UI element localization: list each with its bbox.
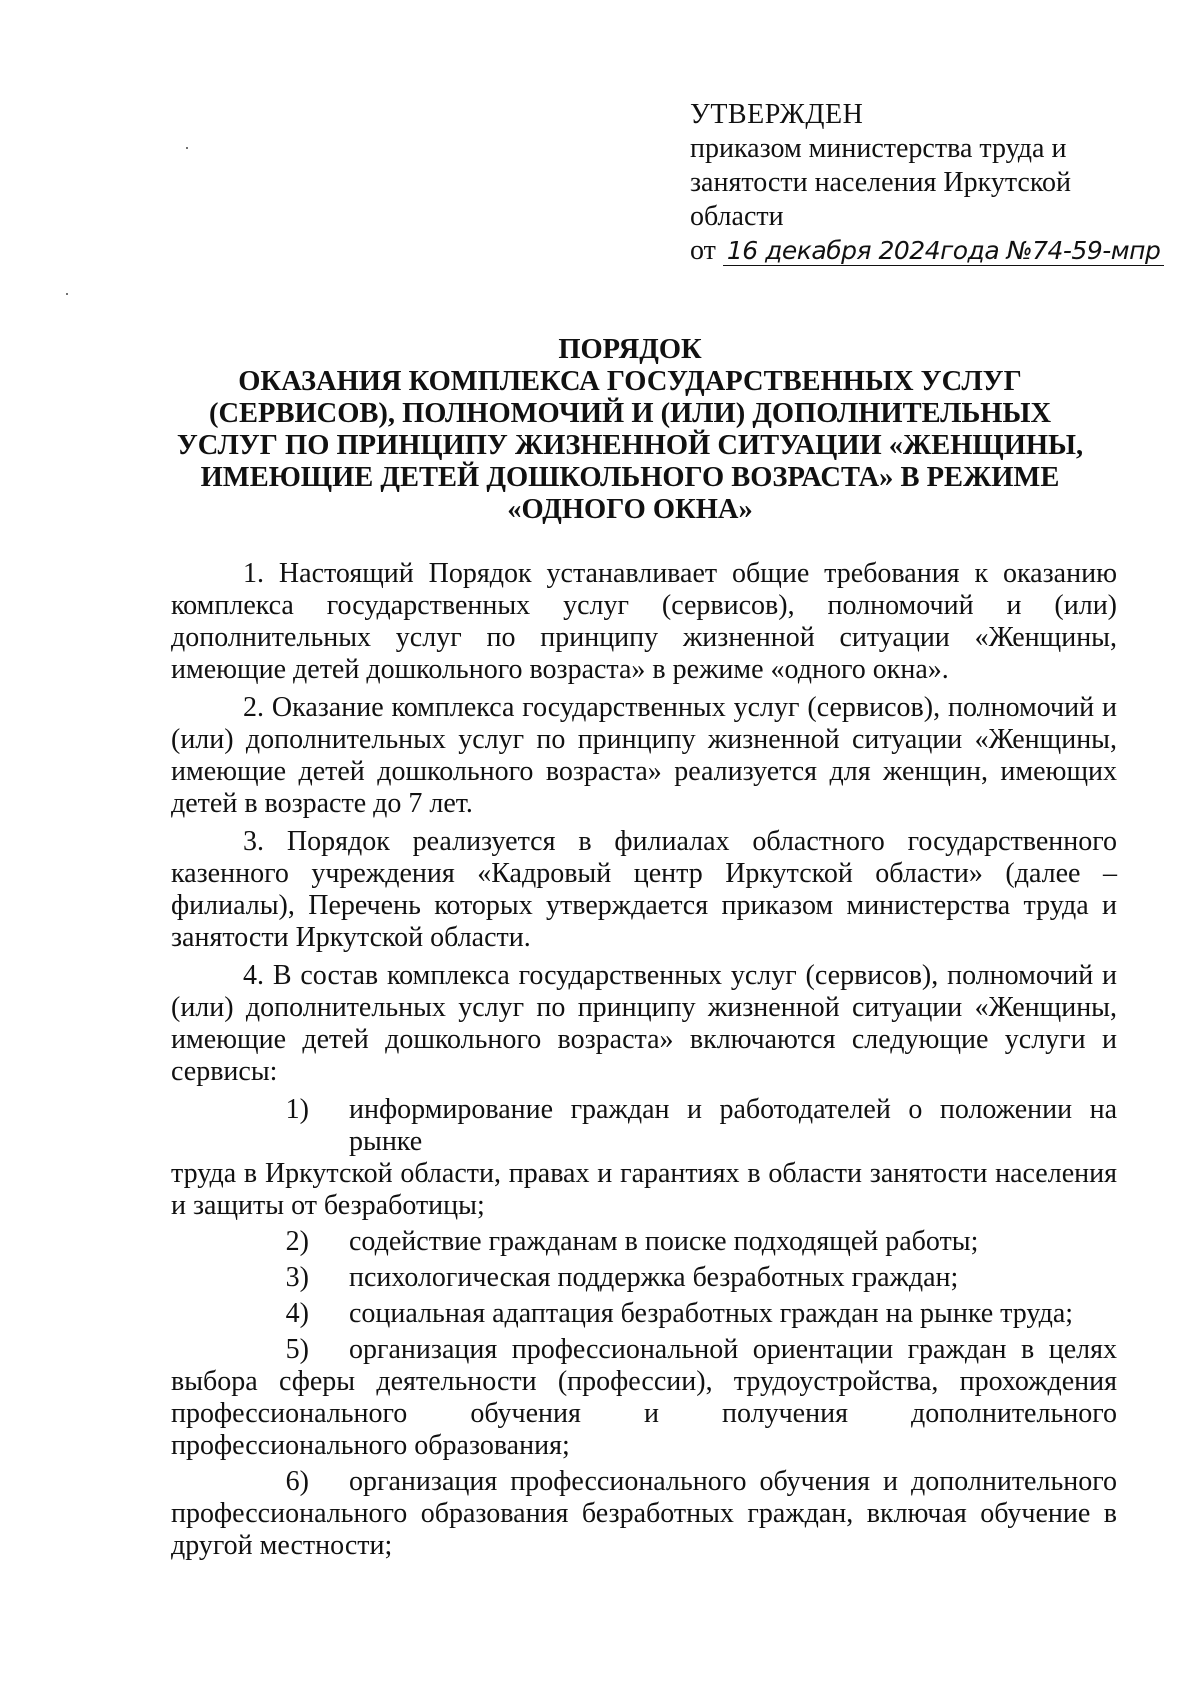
title-line: ОКАЗАНИЯ КОМПЛЕКСА ГОСУДАРСТВЕННЫХ УСЛУГ — [238, 366, 1022, 397]
document-title — [170, 334, 1090, 526]
list-item — [171, 1094, 1117, 1222]
list-item-number: 4) — [285, 1298, 309, 1329]
list-item-number: 5) — [285, 1334, 309, 1365]
list-item-continuation: труда в Иркутской области, правах и гарантиях в области занятости населения и защиты от безработицы; — [171, 1158, 1117, 1221]
list-item-number: 3) — [285, 1262, 309, 1293]
list-item-text: содействие гражданам в поиске подходящей работы; — [349, 1226, 979, 1257]
paragraph-2: 2. Оказание комплекса государственных услуг (сервисов), полномочий и (или) дополнительных услуг по принципу жизненной ситуации «Женщины, имеющие детей дошкольного возраста» реализуется для женщин, имеющих детей в возрасте до 7 лет. — [171, 692, 1117, 819]
approval-line: занятости населения Иркутской — [690, 167, 1072, 198]
approval-heading: УТВЕРЖДЕН — [690, 99, 864, 130]
scan-speck — [66, 293, 68, 295]
scan-speck — [186, 147, 188, 149]
list-item-text: организация профессиональной ориентации граждан в целях — [349, 1334, 1117, 1365]
document-body — [171, 558, 1117, 1566]
title-line: «ОДНОГО ОКНА» — [507, 494, 753, 525]
list-item-number: 1) — [285, 1094, 309, 1125]
list-item — [171, 1466, 1117, 1562]
list-item-continuation: выбора сферы деятельности (профессии), трудоустройства, прохождения профессионального обучения и получения дополнительного профессионального образования; — [171, 1366, 1117, 1461]
list-item-number: 2) — [285, 1226, 309, 1257]
approval-line: приказом министерства труда и — [690, 133, 1067, 164]
title-line: УСЛУГ ПО ПРИНЦИПУ ЖИЗНЕННОЙ СИТУАЦИИ «ЖЕНЩИНЫ, — [176, 430, 1084, 461]
approval-line: области — [690, 201, 784, 232]
paragraph-3: 3. Порядок реализуется в филиалах областного государственного казенного учреждения «Кадровый центр Иркутской области» (далее – филиалы), Перечень которых утверждается приказом министерства труда и занятости Иркутской области. — [171, 826, 1117, 953]
title-line: ИМЕЮЩИЕ ДЕТЕЙ ДОШКОЛЬНОГО ВОЗРАСТА» В РЕЖИМЕ — [200, 462, 1060, 493]
list-item-number: 6) — [285, 1466, 309, 1497]
title-line: ПОРЯДОК — [558, 334, 702, 365]
list-item-text: психологическая поддержка безработных граждан; — [349, 1262, 959, 1293]
list-item-text: информирование граждан и работодателей о положении на рынке — [349, 1094, 1117, 1157]
approval-date-line — [690, 234, 1161, 268]
title-line: (СЕРВИСОВ), ПОЛНОМОЧИЙ И (ИЛИ) ДОПОЛНИТЕЛЬНЫХ — [208, 398, 1052, 429]
list-item-continuation: профессионального образования безработных граждан, включая обучение в другой местности; — [171, 1498, 1117, 1561]
list-item — [171, 1226, 1117, 1258]
list-item-text: организация профессионального обучения и дополнительного — [349, 1466, 1117, 1497]
list-item — [171, 1262, 1117, 1294]
approval-block — [690, 98, 1161, 268]
list-item-text: социальная адаптация безработных граждан на рынке труда; — [349, 1298, 1074, 1329]
list-item — [171, 1298, 1117, 1330]
paragraph-1: 1. Настоящий Порядок устанавливает общие требования к оказанию комплекса государственных услуг (сервисов), полномочий и (или) дополнительных услуг по принципу жизненной ситуации «Женщины, имеющие детей дошкольного возраста» в режиме «одного окна». — [171, 558, 1117, 685]
handwritten-date-number: 16 декабря 2024года №74-59-мпр — [723, 236, 1164, 266]
list-item — [171, 1334, 1117, 1462]
paragraph-4: 4. В состав комплекса государственных услуг (сервисов), полномочий и (или) дополнительных услуг по принципу жизненной ситуации «Женщины, имеющие детей дошкольного возраста» включаются следующие услуги и сервисы: — [171, 960, 1117, 1087]
from-label: от — [690, 235, 716, 266]
